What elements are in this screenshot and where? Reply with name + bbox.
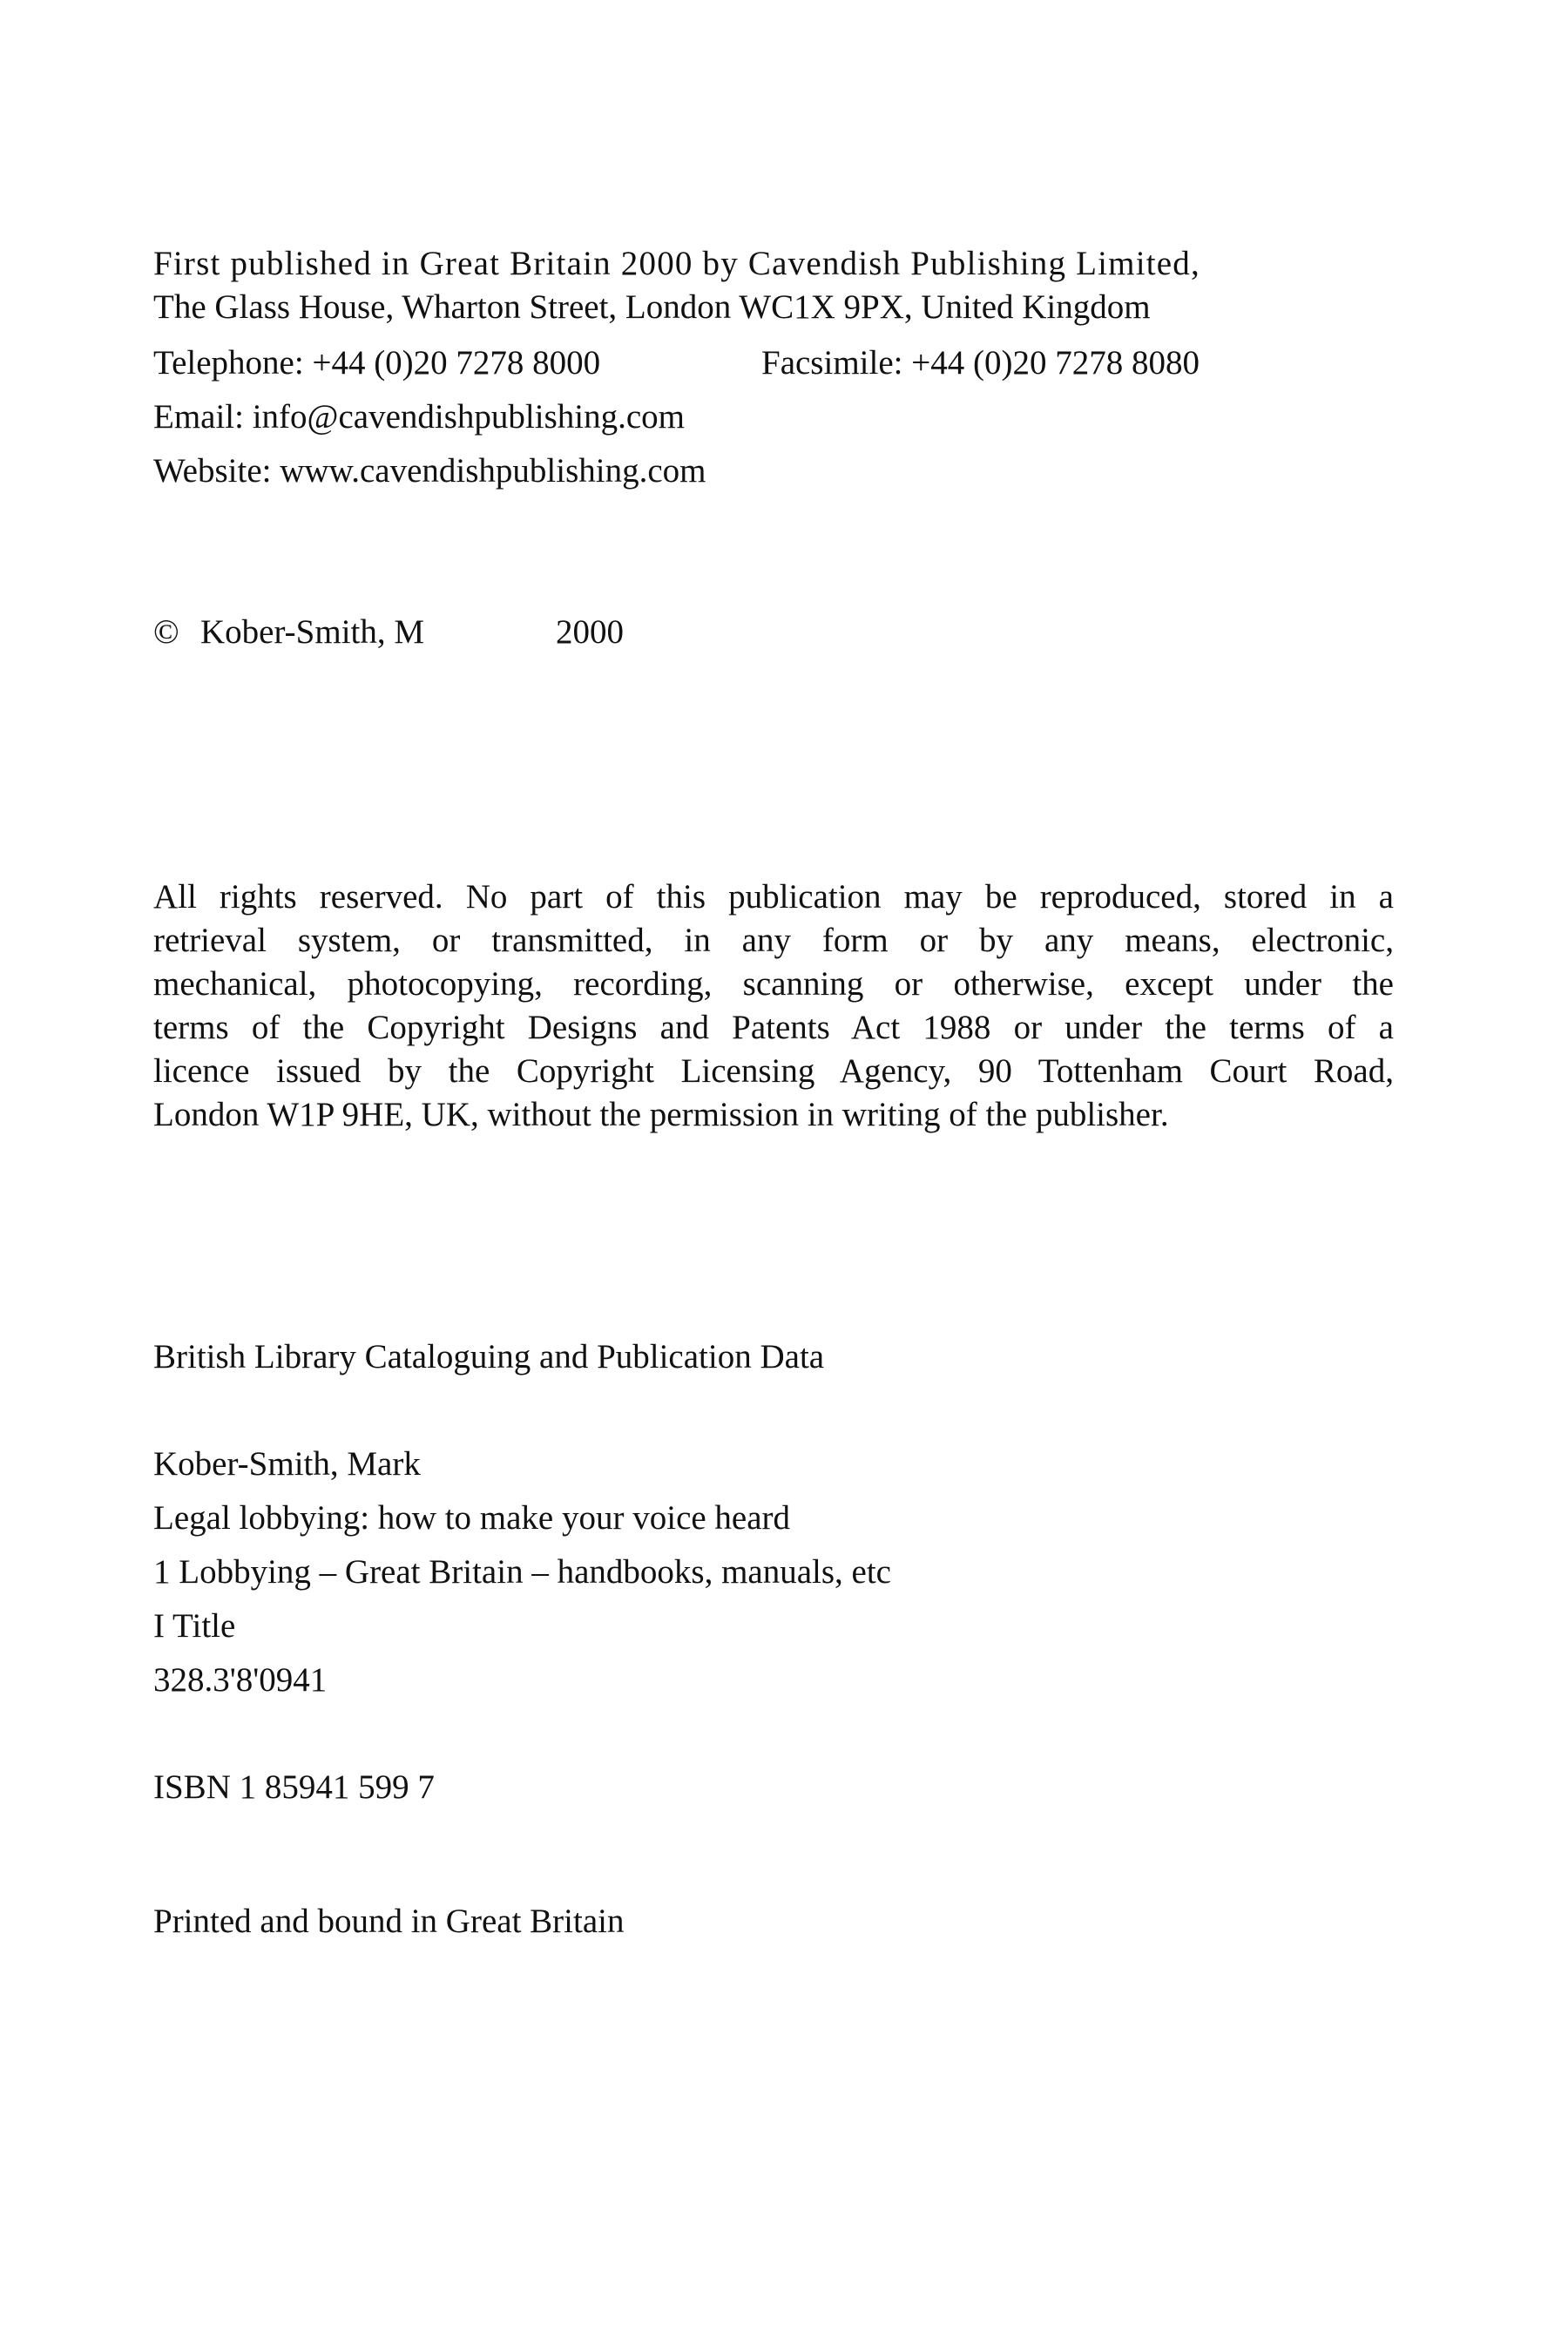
publisher-address: The Glass House, Wharton Street, London WC1X 9PX, United Kingdom (153, 288, 1151, 326)
copyright-holder: Kober-Smith, M (200, 613, 425, 651)
first-published-line: First published in Great Britain 2000 by Cavendish Publishing Limited, (153, 245, 1200, 282)
isbn: ISBN 1 85941 599 7 (153, 1768, 435, 1806)
cataloguing-heading: British Library Cataloguing and Publication Data (153, 1338, 825, 1375)
copyright-icon: © (153, 613, 179, 651)
rights-line: All rights reserved. No part of this publication may be reproduced, stored in a (153, 878, 1394, 916)
copyright-notice (153, 612, 624, 653)
contact-numbers (153, 342, 1200, 384)
rights-line: terms of the Copyright Designs and Patents Act 1988 or under the terms of a (153, 1009, 1394, 1046)
rights-line: licence issued by the Copyright Licensing Agency, 90 Tottenham Court Road, (153, 1052, 1394, 1090)
printed-statement: Printed and bound in Great Britain (153, 1903, 625, 1940)
rights-line: mechanical, photocopying, recording, scanning or otherwise, except under the (153, 965, 1394, 1003)
website: Website: www.cavendishpublishing.com (153, 452, 706, 490)
catalogue-title: Legal lobbying: how to make your voice heard (153, 1499, 791, 1537)
rights-line: retrieval system, or transmitted, in any form or by any means, electronic, (153, 922, 1394, 959)
catalogue-author: Kober-Smith, Mark (153, 1445, 421, 1483)
catalogue-subject: 1 Lobbying – Great Britain – handbooks, manuals, etc (153, 1553, 891, 1591)
catalogue-classification: 328.3'8'0941 (153, 1661, 328, 1699)
rights-line: London W1P 9HE, UK, without the permission in writing of the publisher. (153, 1096, 1169, 1133)
email: Email: info@cavendishpublishing.com (153, 398, 685, 436)
catalogue-title-entry: I Title (153, 1607, 236, 1645)
copyright-year: 2000 (556, 613, 624, 651)
rights-reserved-paragraph (153, 875, 1394, 1137)
telephone: Telephone: +44 (0)20 7278 8000 (153, 344, 601, 382)
facsimile: Facsimile: +44 (0)20 7278 8080 (761, 344, 1200, 382)
